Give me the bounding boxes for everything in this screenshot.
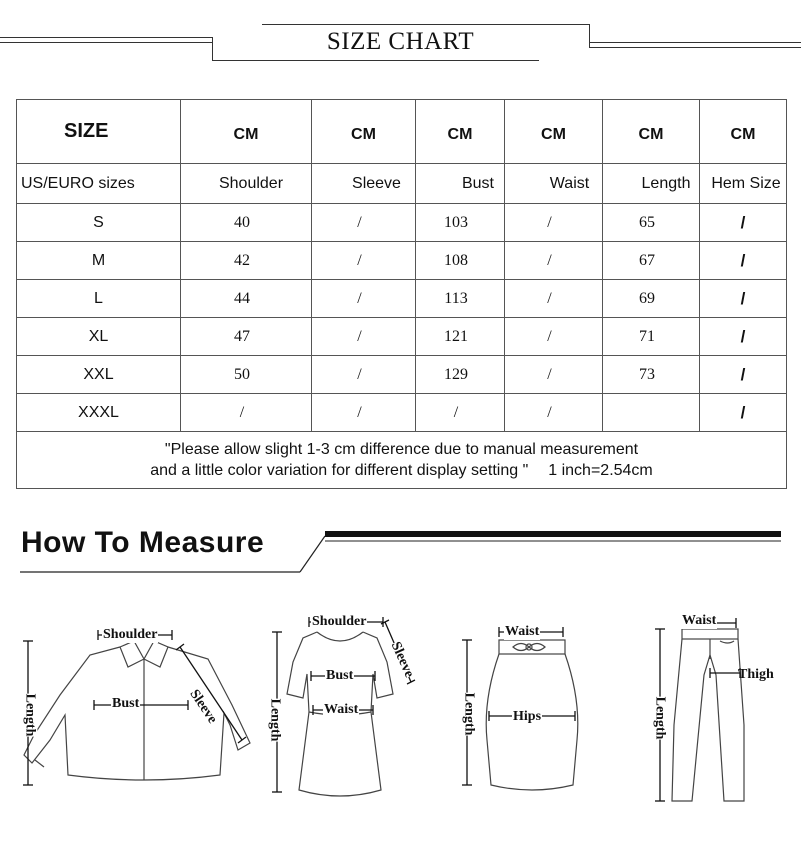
waist-cell: / <box>505 204 603 242</box>
dress-shoulder-label: Shoulder <box>312 614 367 629</box>
shoulder-cell: 44 <box>181 280 312 318</box>
table-row <box>17 318 787 356</box>
size-cell: XXXL <box>17 394 181 432</box>
sleeve-cell: / <box>312 280 416 318</box>
column-header-shoulder: Shoulder <box>181 164 312 204</box>
skirt-waist-label: Waist <box>505 624 540 639</box>
column-header-size: US/EURO sizes <box>17 164 181 204</box>
how-to-measure-title: How To Measure <box>21 526 265 559</box>
page-title: SIZE CHART <box>326 28 475 55</box>
hem-cell: / <box>700 242 787 280</box>
inch-conversion: 1 inch=2.54cm <box>548 462 653 479</box>
dress-waist-label: Waist <box>324 702 359 717</box>
waist-cell: / <box>505 318 603 356</box>
note-row <box>17 432 787 489</box>
shoulder-cell: 50 <box>181 356 312 394</box>
unit-label: CM <box>181 100 312 164</box>
unit-label: CM <box>603 100 700 164</box>
table-row <box>17 242 787 280</box>
waist-cell: / <box>505 242 603 280</box>
size-header: SIZE <box>17 100 181 164</box>
note-line-1: "Please allow slight 1-3 cm difference due to manual measurement <box>164 441 639 458</box>
measurement-note <box>17 432 787 489</box>
unit-label: CM <box>416 100 505 164</box>
waist-cell: / <box>505 280 603 318</box>
dress-length-label: Length <box>267 698 283 742</box>
length-cell: 71 <box>603 318 700 356</box>
table-row <box>17 394 787 432</box>
unit-label: CM <box>700 100 787 164</box>
waist-cell: / <box>505 394 603 432</box>
dress-bust-label: Bust <box>326 668 354 683</box>
section-decoration <box>0 520 801 580</box>
length-cell: 73 <box>603 356 700 394</box>
unit-row <box>17 100 787 164</box>
waist-cell: / <box>505 356 603 394</box>
shoulder-cell: / <box>181 394 312 432</box>
skirt-hips-label: Hips <box>513 709 542 724</box>
unit-label: CM <box>312 100 416 164</box>
bust-cell: 113 <box>416 280 505 318</box>
column-header-row <box>17 164 787 204</box>
bust-cell: 103 <box>416 204 505 242</box>
sleeve-cell: / <box>312 318 416 356</box>
size-cell: XL <box>17 318 181 356</box>
pants-icon <box>648 615 798 810</box>
size-cell: S <box>17 204 181 242</box>
sleeve-cell: / <box>312 204 416 242</box>
column-header-sleeve: Sleeve <box>312 164 416 204</box>
length-cell: 69 <box>603 280 700 318</box>
length-cell <box>603 394 700 432</box>
shoulder-cell: 47 <box>181 318 312 356</box>
size-cell: M <box>17 242 181 280</box>
pants-waist-label: Waist <box>682 613 717 628</box>
size-table <box>16 99 787 489</box>
pants-thigh-label: Thigh <box>738 667 774 682</box>
sleeve-cell: / <box>312 242 416 280</box>
shirt-length-label: Length <box>22 693 38 737</box>
hem-cell: / <box>700 394 787 432</box>
sleeve-cell: / <box>312 394 416 432</box>
bust-cell: 121 <box>416 318 505 356</box>
shoulder-cell: 42 <box>181 242 312 280</box>
shoulder-cell: 40 <box>181 204 312 242</box>
note-line-2: and a little color variation for different display setting " <box>150 462 529 479</box>
bust-cell: / <box>416 394 505 432</box>
table-row <box>17 356 787 394</box>
column-header-hem: Hem Size <box>700 164 787 204</box>
hem-cell: / <box>700 356 787 394</box>
unit-label: CM <box>505 100 603 164</box>
length-cell: 67 <box>603 242 700 280</box>
column-header-waist: Waist <box>505 164 603 204</box>
hem-cell: / <box>700 204 787 242</box>
length-cell: 65 <box>603 204 700 242</box>
pants-length-label: Length <box>652 696 668 740</box>
bust-cell: 129 <box>416 356 505 394</box>
size-cell: XXL <box>17 356 181 394</box>
hem-cell: / <box>700 280 787 318</box>
bust-cell: 108 <box>416 242 505 280</box>
column-header-length: Length <box>603 164 700 204</box>
size-cell: L <box>17 280 181 318</box>
table-row <box>17 204 787 242</box>
column-header-bust: Bust <box>416 164 505 204</box>
table-row <box>17 280 787 318</box>
dress-sleeve-label: Sleeve <box>387 639 417 680</box>
sleeve-cell: / <box>312 356 416 394</box>
shirt-shoulder-label: Shoulder <box>103 627 158 642</box>
hem-cell: / <box>700 318 787 356</box>
shirt-bust-label: Bust <box>112 696 140 711</box>
skirt-length-label: Length <box>461 692 477 736</box>
shirt-sleeve-label: Sleeve <box>186 687 220 727</box>
